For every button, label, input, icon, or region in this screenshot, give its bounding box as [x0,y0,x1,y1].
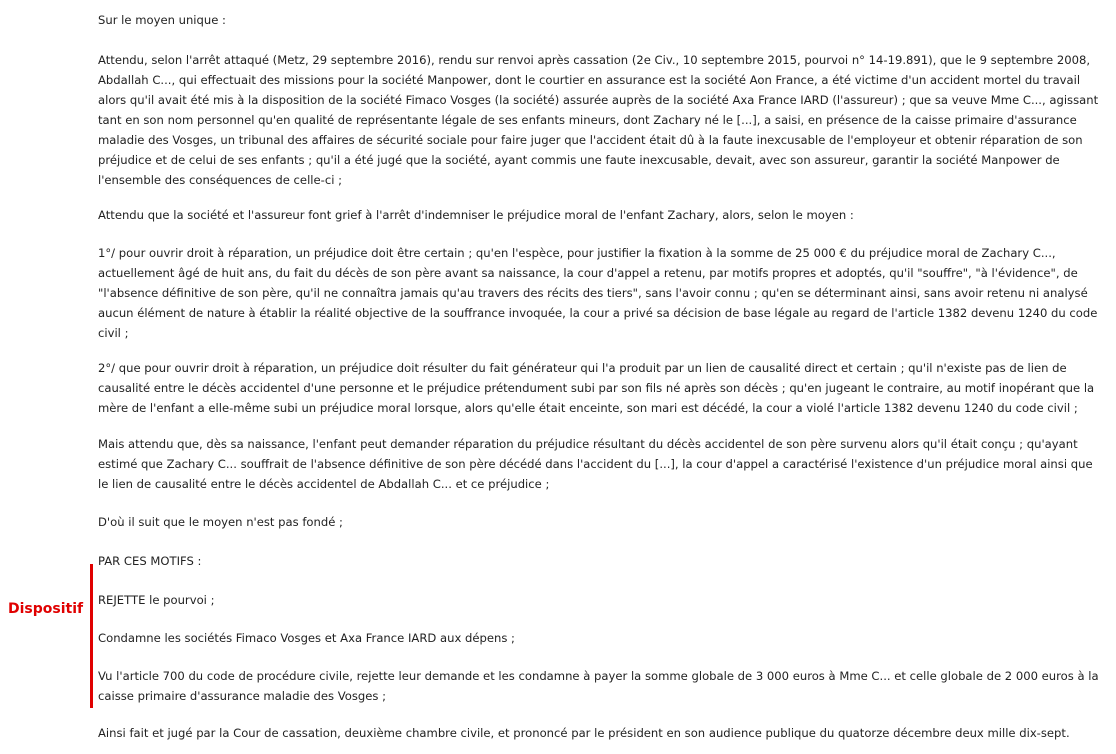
paragraph-grief: Attendu que la société et l'assureur font grief à l'arrêt d'indemniser le préjudice moral de l'enfant Zachary, alors, selon le moyen : [98,208,854,222]
paragraph-condamne: Condamne les sociétés Fimaco Vosges et Axa France IARD aux dépens ; [98,631,515,645]
paragraph-conclusion: D'où il suit que le moyen n'est pas fondé ; [98,515,343,529]
dispositif-bracket [90,564,93,708]
paragraph-ainsi-fait: Ainsi fait et jugé par la Cour de cassation, deuxième chambre civile, et prononcé par le président en son audience publique du quatorze décembre deux mille dix-sept. [98,726,1070,740]
dispositif-label: Dispositif [8,601,84,617]
paragraph-moyen-unique: Sur le moyen unique : [98,13,226,27]
paragraph-moyen-1: 1°/ pour ouvrir droit à réparation, un préjudice doit être certain ; qu'en l'espèce, pour justifier la fixation à la somme de 25 000 € du préjudice moral de Zachary C..., actuellement âgé de huit ans, du fait du décès de son père avant sa naissance, la cour d'appel a retenu, par motifs propres et adoptés, qu'il "souffre", "à l'évidence", de "l'absence définitive de son père, qu'il ne connaîtra jamais qu'au travers des récits des tiers", sans l'avoir connu ; qu'en se déterminant ainsi, sans avoir retenu ni analysé aucun élément de nature à établir la réalité objective de la souffrance invoquée, la cour a privé sa décision de base légale au regard de l'article 1382 devenu 1240 du code civil ; [98,246,1098,340]
paragraph-par-ces-motifs: PAR CES MOTIFS : [98,554,202,568]
paragraph-attendu-arret: Attendu, selon l'arrêt attaqué (Metz, 29 septembre 2016), rendu sur renvoi après cassation (2e Civ., 10 septembre 2015, pourvoi n° 14-19.891), que le 9 septembre 2008, Abdallah C..., qui effectuait des missions pour la société Manpower, dont le courtier en assurance est la société Aon France, a été victime d'un accident mortel du travail alors qu'il avait été mis à la disposition de la société Fimaco Vosges (la société) assurée auprès de la société Axa France IARD (l'assureur) ; que sa veuve Mme C..., agissant tant en son nom personnel qu'en qualité de représentante légale de ses enfants mineurs, dont Zachary né le [...], a saisi, en présence de la caisse primaire d'assurance maladie des Vosges, un tribunal des affaires de sécurité sociale pour faire juger que l'accident était dû à la faute inexcusable de l'employeur et obtenir réparation de son préjudice et de celui de ses enfants ; qu'il a été jugé que la société, ayant commis une faute inexcusable, devait, avec son assureur, garantir la société Manpower de l'ensemble des conséquences de celle-ci ; [98,53,1099,187]
paragraph-rejette: REJETTE le pourvoi ; [98,593,215,607]
paragraph-mais-attendu: Mais attendu que, dès sa naissance, l'enfant peut demander réparation du préjudice résultant du décès accidentel de son père survenu alors qu'il était conçu ; qu'ayant estimé que Zachary C... souffrait de l'absence définitive de son père décédé dans l'accident du [...], la cour d'appel a caractérisé l'existence d'un préjudice moral ainsi que le lien de causalité entre le décès accidentel de Abdallah C... et ce préjudice ; [98,437,1093,491]
paragraph-article-700: Vu l'article 700 du code de procédure civile, rejette leur demande et les condamne à payer la somme globale de 3 000 euros à Mme C... et celle globale de 2 000 euros à la caisse primaire d'assurance maladie des Vosges ; [98,669,1099,703]
paragraph-moyen-2: 2°/ que pour ouvrir droit à réparation, un préjudice doit résulter du fait générateur qui l'a produit par un lien de causalité direct et certain ; qu'il n'existe pas de lien de causalité entre le décès accidentel d'une personne et le préjudice prétendument subi par son fils né après son décès ; qu'en jugeant le contraire, au motif inopérant que la mère de l'enfant a elle-même subi un préjudice moral lorsque, alors qu'elle était enceinte, son mari est décédé, la cour a violé l'article 1382 devenu 1240 du code civil ; [98,361,1095,415]
